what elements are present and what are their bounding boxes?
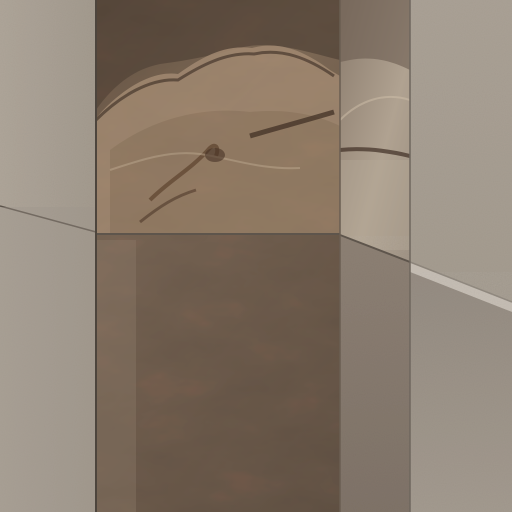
column-side-top-tile [340,0,410,262]
column-front-bottom-tile [96,234,340,512]
right-wall-lower [410,272,512,512]
column-front-top-tile [96,0,340,234]
left-wall-lower-shade [0,207,96,512]
column-side-bottom-tile [340,236,410,512]
